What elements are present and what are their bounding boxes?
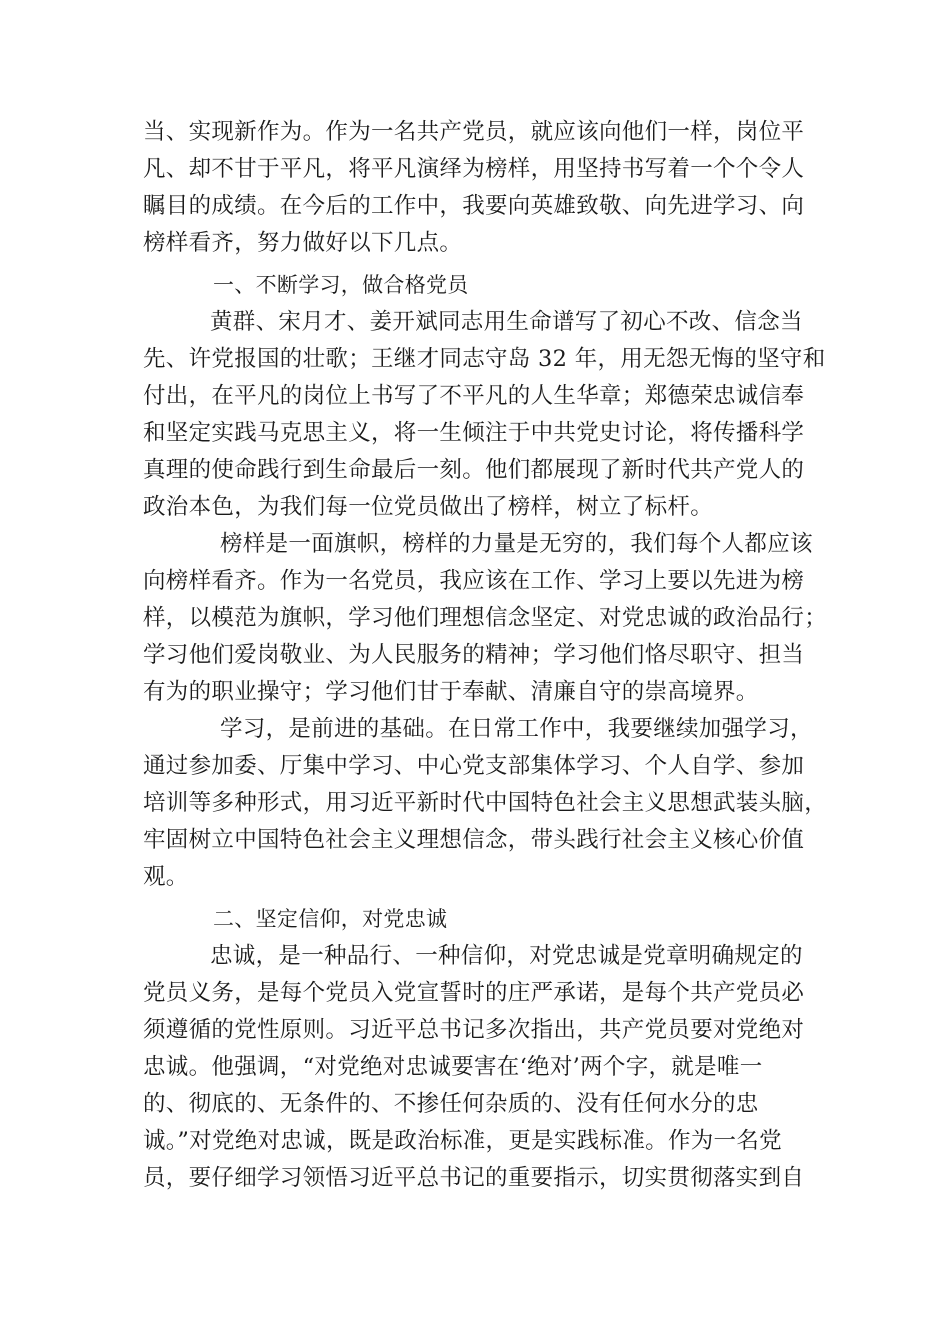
text-line: 有为的职业操守；学习他们甘于奉献、清廉自守的崇高境界。 — [143, 679, 759, 705]
text-line: 付出，在平凡的岗位上书写了不平凡的人生华章；郑德荣忠诚信奉 — [143, 383, 805, 409]
text-line: 瞩目的成绩。在今后的工作中，我要向英雄致敬、向先进学习、向 — [143, 193, 805, 219]
text-line: 观。 — [143, 864, 189, 890]
text-line: 真理的使命践行到生命最后一刻。他们都展现了新时代共产党人的 — [143, 457, 805, 483]
text-line: 政治本色，为我们每一位党员做出了榜样，树立了标杆。 — [143, 494, 714, 520]
text-line: 黄群、宋月才、姜开斌同志用生命谱写了初心不改、信念当 — [210, 309, 803, 335]
text-line: 党员义务，是每个党员入党宣誓时的庄严承诺，是每个共产党员必 — [143, 980, 805, 1006]
text-line: 榜样看齐，努力做好以下几点。 — [143, 230, 463, 256]
text-line: 须遵循的党性原则。习近平总书记多次指出，共产党员要对党绝对 — [143, 1017, 805, 1043]
text-line: 凡、却不甘于平凡，将平凡演绎为榜样，用坚持书写着一个个令人 — [143, 156, 805, 182]
text-line: 榜样是一面旗帜，榜样的力量是无穷的，我们每个人都应该 — [220, 531, 813, 557]
text-line: 培训等多种形式，用习近平新时代中国特色社会主义思想武装头脑， — [143, 790, 828, 816]
text-line: 先、许党报国的壮歌；王继才同志守岛 32 年，用无怨无悔的坚守和 — [143, 346, 826, 372]
text-line: 的、彻底的、无条件的、不掺任何杂质的、没有任何水分的忠 — [143, 1091, 759, 1117]
text-line: 忠诚，是一种品行、一种信仰，对党忠诚是党章明确规定的 — [210, 943, 803, 969]
section-heading: 一、不断学习，做合格党员 — [213, 273, 469, 297]
text-line: 通过参加委、厅集中学习、中心党支部集体学习、个人自学、参加 — [143, 753, 805, 779]
text-line: 牢固树立中国特色社会主义理想信念，带头践行社会主义核心价值 — [143, 827, 805, 853]
text-line: 学习，是前进的基础。在日常工作中，我要继续加强学习， — [220, 716, 813, 742]
section-heading: 二、坚定信仰，对党忠诚 — [213, 907, 448, 931]
text-line: 当、实现新作为。作为一名共产党员，就应该向他们一样，岗位平 — [143, 119, 805, 145]
text-line: 员，要仔细学习领悟习近平总书记的重要指示，切实贯彻落实到自 — [143, 1165, 805, 1191]
text-line: 忠诚。他强调，“对党绝对忠诚要害在‘绝对’两个字，就是唯一 — [143, 1054, 763, 1080]
text-line: 学习他们爱岗敬业、为人民服务的精神；学习他们恪尽职守、担当 — [143, 642, 805, 668]
text-line: 样，以模范为旗帜，学习他们理想信念坚定、对党忠诚的政治品行； — [143, 605, 828, 631]
text-line: 诚。”对党绝对忠诚，既是政治标准，更是实践标准。作为一名党 — [143, 1128, 782, 1154]
text-line: 和坚定实践马克思主义，将一生倾注于中共党史讨论，将传播科学 — [143, 420, 805, 446]
text-line: 向榜样看齐。作为一名党员，我应该在工作、学习上要以先进为榜 — [143, 568, 805, 594]
